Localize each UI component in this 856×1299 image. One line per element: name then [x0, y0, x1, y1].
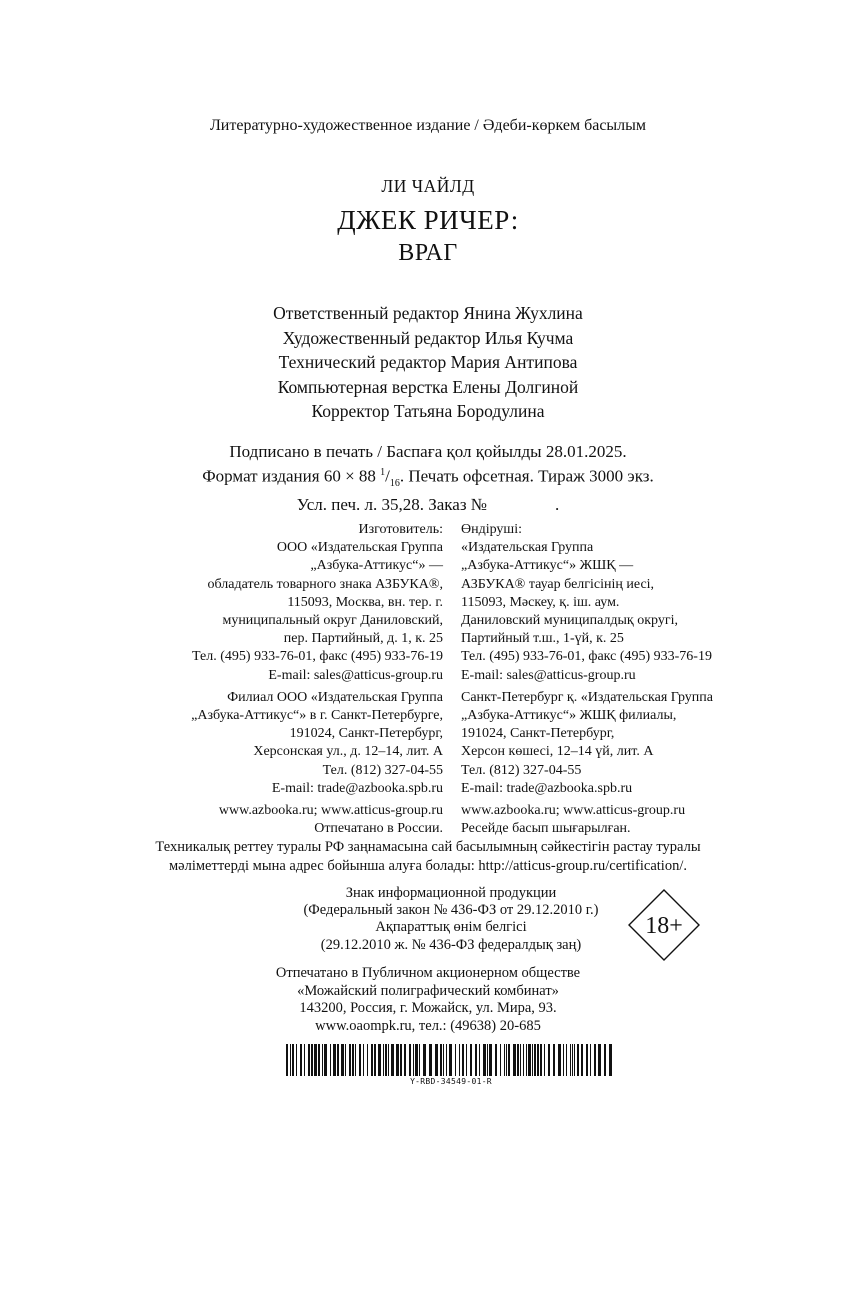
web-kz: www.azbooka.ru; www.atticus-group.ru Ресейде басып шығарылған. [461, 803, 686, 837]
web-ru: www.azbooka.ru; www.atticus-group.ru Отпечатано в России. [218, 803, 443, 837]
tech-regulation-note: Техникалық реттеу туралы РФ заңнамасына сай басылымның сәйкестігін растау туралы мәліметтерді мына адрес бойынша алуға болады: http://atticus-group.ru/certification/. [155, 839, 701, 874]
author-name: ЛИ ЧАЙЛД [381, 176, 475, 196]
format-line: Формат издания 60 × 88 $^1/_{16}$. Печать офсетная. Тираж 3000 экз. [202, 466, 654, 490]
info-product-sign: Знак информационной продукции (Федеральный закон № 436-ФЗ от 29.12.2010 г.) Ақпараттық өнім белгісі (29.12.2010 ж. № 436-ФЗ федералдық заң) [303, 885, 599, 953]
book-title: ДЖЕК РИЧЕР: [337, 205, 519, 235]
branch-ru: Филиал ООО «Издательская Группа „Азбука-Аттикус“» в г. Санкт-Петербурге, 191024, Санкт-Петербург, Херсонская ул., д. 12–14, лит. А Тел. (812) 327-04-55 E-mail: trade@azbooka.spb.ru [191, 689, 443, 796]
branch-kz: Санкт-Петербург қ. «Издательская Группа „Азбука-Аттикус“» ЖШҚ филиалы, 191024, Санкт-Петербург, Херсон көшесі, 12–14 үй, лит. А Тел. (812) 327-04-55 E-mail: trade@azbooka.spb.ru [461, 689, 713, 796]
conditions-line: Усл. печ. л. 35,28. Заказ № . [296, 495, 560, 515]
publisher-info-kz [461, 521, 713, 838]
edition-type: Литературно-художественное издание / Әдеби-көркем басылым [209, 117, 647, 134]
barcode-icon [286, 1044, 616, 1076]
printer-info: Отпечатано в Публичном акционерном обществе «Можайский полиграфический комбинат» 143200, Россия, г. Можайск, ул. Мира, 93. www.oaompk.ru, тел.: (49638) 20-685 [275, 965, 581, 1034]
staff-line: Корректор Татьяна Бородулина [311, 401, 545, 421]
staff-line: Технический редактор Мария Антипова [278, 352, 578, 372]
book-subtitle: ВРАГ [398, 240, 458, 266]
staff-line: Художественный редактор Илья Кучма [282, 327, 574, 348]
age-rating-text: 18+ [645, 913, 683, 939]
manufacturer-kz: Өндіруші: «Издательская Группа „Азбука-Аттикус“» ЖШҚ — АЗБУКА® тауар белгісінің иесі, 115093, Мәскеу, қ. іш. аум. Даниловский муниципалдық округі, Партийный т.ш., 1-үй, к. 25 Тел. (495) 933-76-01, факс (495) 933-76-19 E-mail: sales@atticus-group.ru [461, 522, 712, 683]
editorial-staff [0, 301, 856, 424]
staff-line: Компьютерная верстка Елены Долгиной [277, 376, 579, 397]
signed-date: Подписано в печать / Баспаға қол қойылды 28.01.2025. [229, 442, 627, 461]
print-details [0, 441, 856, 515]
publisher-info-ru [191, 521, 443, 838]
age-rating-badge [628, 889, 700, 961]
staff-line: Ответственный редактор Янина Жухлина [273, 303, 583, 323]
barcode-text: Y-RBD-34549-01-R [410, 1077, 492, 1086]
manufacturer-ru: Изготовитель: ООО «Издательская Группа „Азбука-Аттикус“» — обладатель товарного знака АЗБУКА®, 115093, Москва, вн. тер. г. муниципальный округ Даниловский, пер. Партийный, д. 1, к. 25 Тел. (495) 933-76-01, факс (495) 933-76-19 E-mail: sales@atticus-group.ru [192, 522, 443, 683]
